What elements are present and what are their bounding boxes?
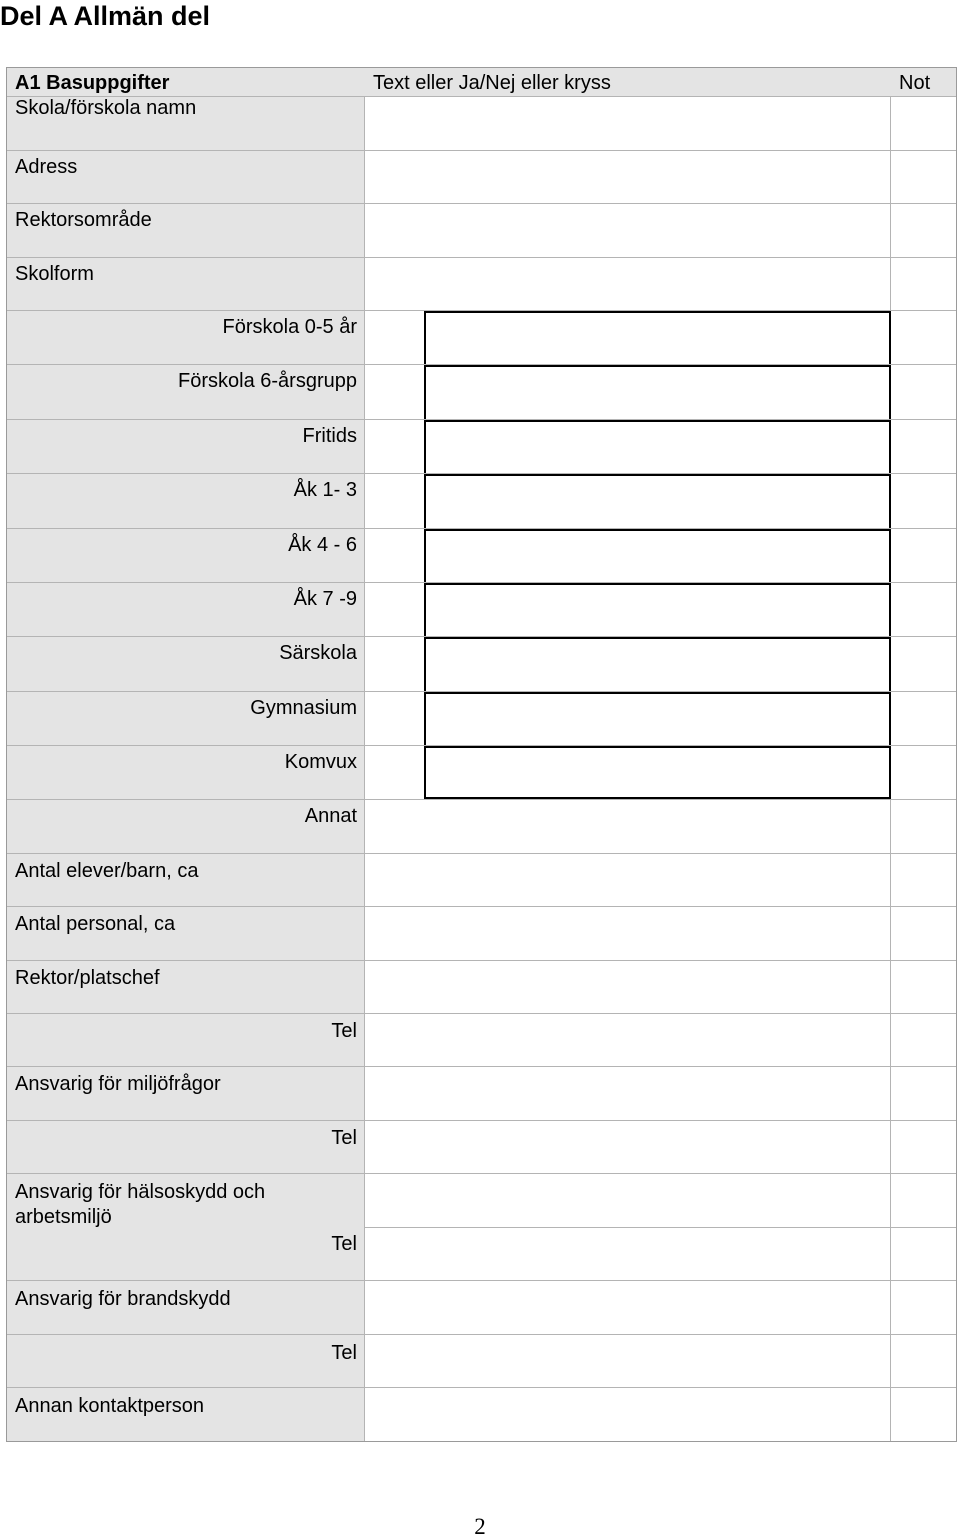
label-environment-contact: Ansvarig för miljöfrågor: [15, 1073, 221, 1095]
fire-safety-contact-note-field[interactable]: [891, 1281, 956, 1334]
school-name-note-field[interactable]: [891, 97, 956, 150]
table-row: [7, 97, 956, 151]
principal-phone-note-field[interactable]: [891, 1014, 956, 1066]
other-contact-field[interactable]: [365, 1388, 891, 1441]
table-row: [7, 1335, 956, 1388]
fire-safety-contact-field[interactable]: [365, 1281, 891, 1334]
label-environment-phone: Tel: [331, 1127, 357, 1149]
grade-7-9-checkbox[interactable]: [424, 583, 891, 636]
label-school-type: Skolform: [15, 263, 94, 285]
label-after-school: Fritids: [302, 425, 357, 447]
table-row: [7, 1281, 956, 1335]
label-fire-safety-phone: Tel: [331, 1342, 357, 1364]
label-school-name: Skola/förskola namn: [15, 97, 197, 119]
table-row: [7, 474, 956, 529]
principal-area-note-field[interactable]: [891, 204, 956, 257]
table-row: [7, 961, 956, 1014]
health-contact-note-field[interactable]: [891, 1174, 956, 1228]
preschool-6-note-field[interactable]: [891, 365, 956, 419]
environment-phone-field[interactable]: [365, 1121, 891, 1173]
table-row: [7, 1388, 956, 1441]
environment-contact-note-field[interactable]: [891, 1067, 956, 1120]
page-title: Del A Allmän del: [0, 1, 211, 31]
adult-education-checkbox[interactable]: [424, 746, 891, 799]
other-contact-note-field[interactable]: [891, 1388, 956, 1441]
principal-note-field[interactable]: [891, 961, 956, 1013]
table-row: [7, 151, 956, 204]
student-count-field[interactable]: [365, 854, 891, 906]
school-name-field[interactable]: [365, 97, 891, 150]
fire-safety-phone-field[interactable]: [365, 1335, 891, 1387]
label-grade-1-3: Åk 1- 3: [293, 479, 357, 501]
school-type-field[interactable]: [365, 258, 891, 310]
health-contact-field[interactable]: [365, 1174, 890, 1228]
header-note: Not: [899, 72, 931, 94]
table-row: [7, 1014, 956, 1067]
header-basic-info: A1 Basuppgifter: [15, 72, 170, 94]
principal-area-field[interactable]: [365, 204, 891, 257]
label-principal-phone: Tel: [331, 1020, 357, 1042]
table-row: [7, 583, 956, 637]
upper-secondary-checkbox[interactable]: [424, 692, 891, 745]
label-special-school: Särskola: [279, 642, 357, 664]
label-fire-safety-contact: Ansvarig för brandskydd: [15, 1288, 231, 1310]
label-health-contact: Ansvarig för hälsoskydd och arbetsmiljö: [15, 1181, 266, 1228]
table-row: [7, 1121, 956, 1174]
table-row: [7, 854, 956, 907]
label-address: Adress: [15, 156, 78, 178]
label-other: Annat: [304, 805, 357, 827]
upper-secondary-note-field[interactable]: [891, 692, 956, 745]
label-staff-count: Antal personal, ca: [15, 913, 176, 935]
after-school-note-field[interactable]: [891, 420, 956, 473]
preschool-6-checkbox[interactable]: [424, 365, 891, 419]
table-row: [7, 204, 956, 258]
preschool-0-5-note-field[interactable]: [891, 311, 956, 364]
preschool-0-5-checkbox[interactable]: [424, 311, 891, 364]
special-school-note-field[interactable]: [891, 637, 956, 691]
label-principal-area: Rektorsområde: [15, 209, 152, 231]
label-student-count: Antal elever/barn, ca: [15, 860, 199, 882]
school-type-note-field[interactable]: [891, 258, 956, 310]
label-health-phone: Tel: [331, 1233, 357, 1255]
environment-phone-note-field[interactable]: [891, 1121, 956, 1173]
table-row: [7, 1067, 956, 1121]
health-phone-field[interactable]: [365, 1228, 890, 1280]
grade-7-9-note-field[interactable]: [891, 583, 956, 636]
grade-1-3-note-field[interactable]: [891, 474, 956, 528]
table-row: [7, 907, 956, 961]
label-adult-education: Komvux: [284, 751, 357, 773]
grade-4-6-note-field[interactable]: [891, 529, 956, 582]
table-row: [7, 800, 956, 854]
other-note-field[interactable]: [891, 800, 956, 853]
adult-education-note-field[interactable]: [891, 746, 956, 799]
student-count-note-field[interactable]: [891, 854, 956, 906]
table-row: [7, 258, 956, 311]
fire-safety-phone-note-field[interactable]: [891, 1335, 956, 1387]
table-row: [7, 365, 956, 420]
address-note-field[interactable]: [891, 151, 956, 203]
table-row: [7, 692, 956, 746]
label-grade-7-9: Åk 7 -9: [293, 588, 357, 610]
label-preschool-6: Förskola 6-årsgrupp: [178, 370, 357, 392]
page-number: 2: [474, 1514, 486, 1539]
label-preschool-0-5: Förskola 0-5 år: [222, 316, 357, 338]
table-header: [7, 68, 956, 97]
table-row: [7, 311, 956, 365]
header-text-answer: Text eller Ja/Nej eller kryss: [373, 72, 611, 94]
after-school-checkbox[interactable]: [424, 420, 891, 473]
special-school-checkbox[interactable]: [424, 637, 891, 691]
table-row: [7, 1174, 956, 1281]
table-row: [7, 637, 956, 692]
basic-info-form: [6, 67, 957, 1442]
other-field[interactable]: [365, 800, 891, 853]
staff-count-field[interactable]: [365, 907, 891, 960]
label-grade-4-6: Åk 4 - 6: [288, 534, 357, 556]
health-phone-note-field[interactable]: [891, 1228, 956, 1280]
address-field[interactable]: [365, 151, 891, 203]
principal-field[interactable]: [365, 961, 891, 1013]
label-principal: Rektor/platschef: [15, 967, 160, 989]
staff-count-note-field[interactable]: [891, 907, 956, 960]
grade-4-6-checkbox[interactable]: [424, 529, 891, 582]
table-row: [7, 420, 956, 474]
label-other-contact: Annan kontaktperson: [15, 1395, 205, 1417]
table-row: [7, 529, 956, 583]
grade-1-3-checkbox[interactable]: [424, 474, 891, 528]
label-upper-secondary: Gymnasium: [250, 697, 357, 719]
table-row: [7, 746, 956, 800]
principal-phone-field[interactable]: [365, 1014, 891, 1066]
environment-contact-field[interactable]: [365, 1067, 891, 1120]
